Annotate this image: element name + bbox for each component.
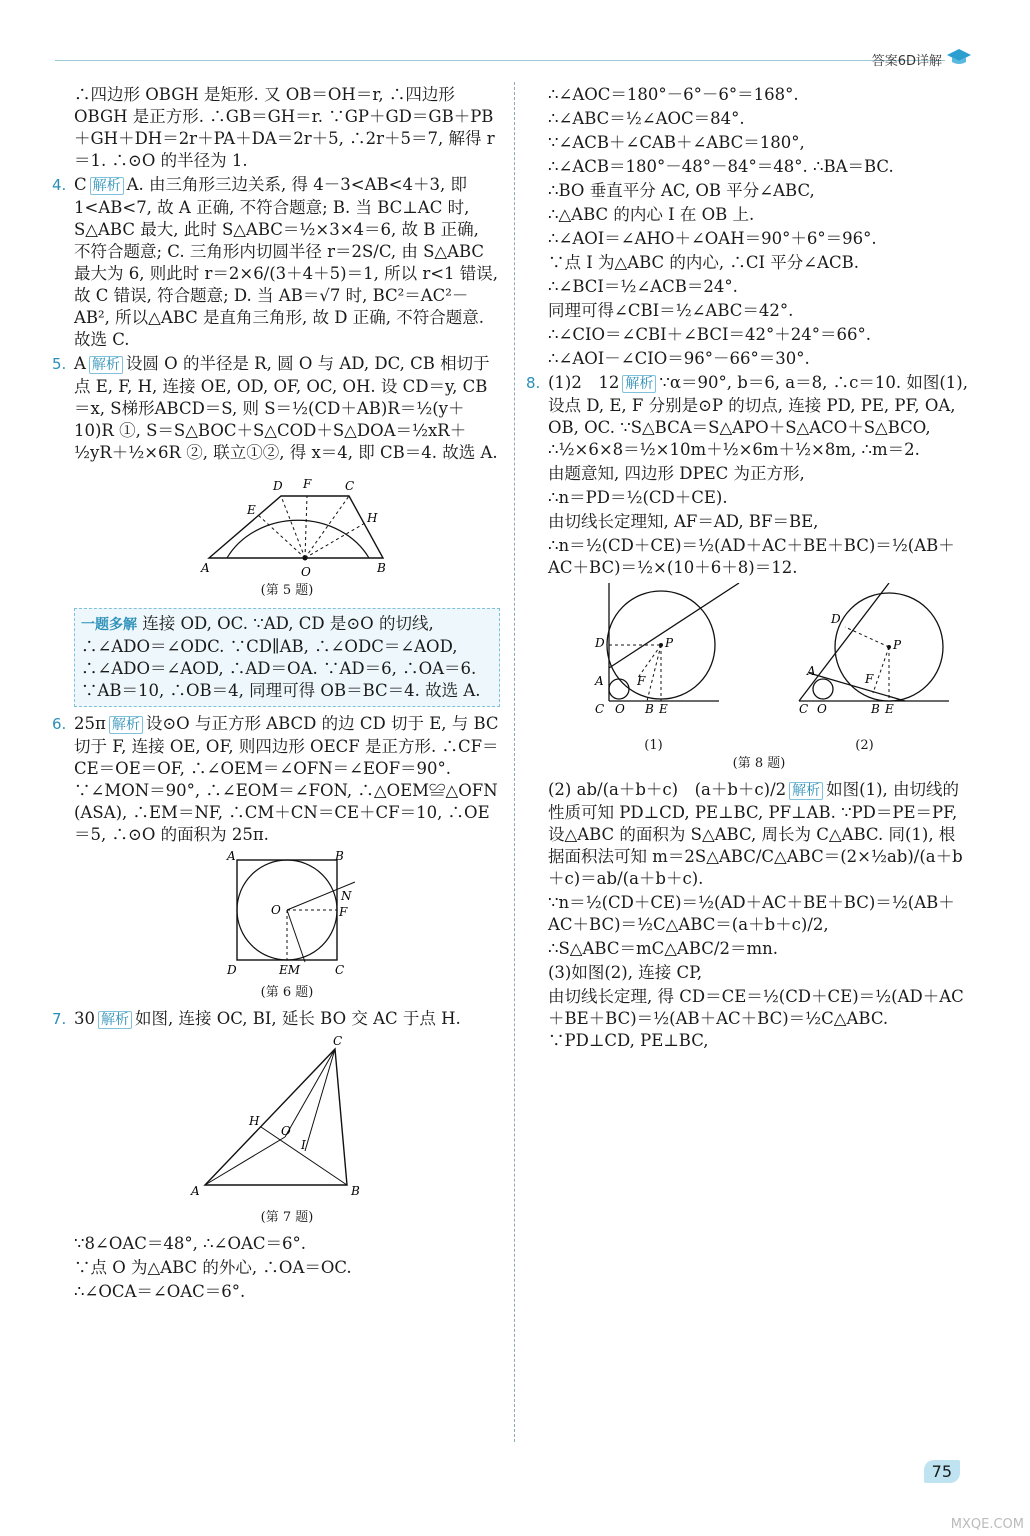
- q7-cont-4: ∴∠ACB＝180°－48°－84°＝48°. ∴BA＝BC.: [548, 157, 894, 176]
- answer: (1)2 12: [548, 373, 620, 392]
- svg-text:F: F: [637, 674, 646, 688]
- svg-text:F: F: [865, 672, 874, 686]
- figure-6: [74, 850, 500, 1004]
- figure-5: [74, 468, 500, 602]
- answer: 25π: [74, 714, 106, 733]
- box-title: 一题多解: [81, 617, 137, 633]
- svg-text:A: A: [595, 674, 604, 688]
- q7-line-3: ∴∠OCA＝∠OAC＝6°.: [74, 1282, 246, 1301]
- svg-text:E: E: [885, 702, 894, 716]
- svg-text:O: O: [615, 702, 625, 716]
- svg-text:F: F: [339, 905, 348, 919]
- figure-8-sublabel-2: (2): [855, 738, 874, 753]
- q7-cont-1: ∴∠AOC＝180°－6°－6°＝168°.: [548, 85, 799, 104]
- q7-cont-12: ∴∠AOI－∠CIO＝96°－66°＝30°.: [548, 349, 810, 368]
- q8-line-4: 由切线长定理知, AF＝AD, BF＝BE,: [548, 512, 819, 531]
- header-rule: [55, 60, 945, 61]
- right-column: [526, 84, 970, 1054]
- q8-line-3: ∴n＝PD＝½(CD＋CE).: [548, 488, 728, 507]
- box-text: 连接 OD, OC. ∵AD, CD 是⊙O 的切线, ∴∠ADO＝∠ODC. ∵CD∥AB, ∴∠ODC＝∠AOD, ∴∠ADO＝∠AOD, ∴AD＝OA. ∵AD＝6, ∴OA＝6. ∵AB＝10, ∴OB＝4, 同理可得 OB＝BC＝4. 故选 A.: [81, 614, 481, 700]
- analysis-tag: 解析: [98, 1011, 132, 1029]
- analysis-tag: 解析: [789, 782, 823, 800]
- svg-text:B: B: [377, 561, 386, 575]
- figure-7: [74, 1035, 500, 1229]
- answer: 30: [74, 1009, 95, 1028]
- svg-text:I: I: [301, 1138, 306, 1152]
- analysis-tag: 解析: [90, 177, 124, 195]
- question-5: [52, 353, 500, 464]
- svg-text:C: C: [799, 702, 809, 716]
- svg-text:O: O: [817, 702, 827, 716]
- svg-text:O: O: [281, 1124, 291, 1138]
- analysis-tag: 解析: [89, 356, 123, 374]
- question-8: [526, 372, 970, 461]
- figure-5-caption: (第 5 题): [260, 583, 314, 598]
- q8-part-3-line-2: 由切线长定理, 得 CD＝CE＝½(CD＋CE)＝½(AD＋AC＋BE＋BC)＝½(AB＋AC＋BC)＝½C△ABC. ∵PD⊥CD, PE⊥BC,: [548, 987, 964, 1050]
- q7-line-2: ∵点 O 为△ABC 的外心, ∴OA＝OC.: [74, 1258, 352, 1277]
- solution-continuation: ∴四边形 OBGH 是矩形. 又 OB＝OH＝r, ∴四边形 OBGH 是正方形. ∴GB＝GH＝r. ∵GP＋GD＝GB＋PB＋GH＋DH＝2r＋PA＋DA＝2r＋5, ∴2r＋5＝7, 解得 r＝1. ∴⊙O 的半径为 1.: [74, 85, 495, 170]
- q7-cont-10: 同理可得∠CBI＝½∠ABC＝42°.: [548, 301, 794, 320]
- svg-text:C: C: [335, 963, 345, 977]
- question-number: 6.: [52, 715, 67, 733]
- solution-text: ∵α＝90°, b＝6, a＝8, ∴c＝10. 如图(1), 设点 D, E, F 分别是⊙P 的切点, 连接 PD, PE, PF, OA, OB, OC. ∵S△BCA＝S△APO＋S△ACO＋S△BCO, ∴½×6×8＝½×10m＋½×6m＋½×8m, ∴m＝2.: [548, 373, 968, 459]
- svg-text:O: O: [271, 903, 281, 917]
- figure-8-caption: (第 8 题): [732, 756, 786, 771]
- figure-6-caption: (第 6 题): [260, 985, 314, 1000]
- solution-text: 如图(1), 由切线的性质可知 PD⊥CD, PE⊥BC, PF⊥AB. ∵PD＝PE＝PF, 设△ABC 的面积为 S△ABC, 周长为 C△ABC. 同(1), 根据面积法可知 m＝2S△ABC/C△ABC＝(2×½ab)/(a＋b＋c)＝ab/(a＋b＋c).: [548, 780, 963, 888]
- figure-8-drawing: [559, 583, 959, 733]
- svg-text:C: C: [595, 702, 605, 716]
- svg-text:D: D: [227, 963, 237, 977]
- solution-text: 如图, 连接 OC, BI, 延长 BO 交 AC 于点 H.: [135, 1009, 461, 1028]
- figure-7-caption: (第 7 题): [260, 1210, 314, 1225]
- svg-text:B: B: [645, 702, 654, 716]
- q8-line-5: ∴n＝½(CD＋CE)＝½(AD＋AC＋BE＋BC)＝½(AB＋AC＋BC)＝½×(10＋6＋8)＝12.: [548, 536, 955, 577]
- svg-text:O: O: [301, 565, 311, 578]
- figure-5-drawing: [187, 468, 387, 578]
- q7-cont-9: ∴∠BCI＝½∠ACB＝24°.: [548, 277, 738, 296]
- question-4: [52, 174, 500, 351]
- svg-text:A: A: [227, 850, 236, 863]
- q7-line-1: ∵8∠OAC＝48°, ∴∠OAC＝6°.: [74, 1234, 307, 1253]
- svg-text:A: A: [191, 1184, 200, 1198]
- solution-text: 设圆 O 的半径是 R, 圆 O 与 AD, DC, CB 相切于点 E, F, H, 连接 OE, OD, OF, OC, OH. 设 CD＝y, CB＝x, S梯形ABCD＝S, 则 S＝½(CD＋AB)R＝½(y＋10)R ①, S＝S△BOC＋S△COD＋S△DOA＝½xR＋½yR＋½×6R ②, 联立①②, 得 x＝4, 即 CB＝4. 故选 A.: [74, 354, 498, 462]
- q7-cont-11: ∴∠CIO＝∠CBI＋∠BCI＝42°＋24°＝66°.: [548, 325, 871, 344]
- solution-text: A. 由三角形三边关系, 得 4－3<AB<4＋3, 即 1<AB<7, 故 A 正确, 不符合题意; B. 当 BC⊥AC 时, S△ABC 最大, 此时 S△ABC＝½×3×4＝6, 故 B 正确, 不符合题意; C. 三角形内切圆半径 r＝2S/C, 由 S△ABC 最大为 6, 则此时 r＝2×6/(3＋4＋5)＝1, 所以 r<1 错误, 故 C 错误, 符合题意; D. 当 AB＝√7 时, BC²＝AC²－AB², 所以△ABC 是直角三角形, 故 D 正确, 不符合题意. 故选 C.: [74, 175, 499, 349]
- question-number: 8.: [526, 374, 541, 392]
- svg-text:C: C: [333, 1035, 343, 1048]
- svg-text:C: C: [345, 479, 355, 493]
- solution-text: 设⊙O 与正方形 ABCD 的边 CD 切于 E, 与 BC 切于 F, 连接 OE, OF, 则四边形 OECF 是正方形. ∴CF＝CE＝OE＝OF, ∴∠OEM＝∠OFN＝∠EOF＝90°. ∵∠MON＝90°, ∴∠EOM＝∠FON, ∴△OEM≌△OFN (ASA), ∴EM＝NF, ∴CM＋CN＝CE＋CF＝10, ∴OE＝5, ∴⊙O 的面积为 25π.: [74, 714, 499, 844]
- page-number: 75: [924, 1460, 960, 1483]
- figure-8-sublabel-1: (1): [644, 738, 663, 753]
- svg-text:P: P: [665, 636, 674, 650]
- svg-text:D: D: [831, 612, 841, 626]
- svg-text:E: E: [659, 702, 668, 716]
- analysis-tag: 解析: [109, 716, 143, 734]
- q7-cont-7: ∴∠AOI＝∠AHO＋∠OAH＝90°＋6°＝96°.: [548, 229, 877, 248]
- figure-8: [548, 583, 970, 775]
- q8-line-2: 由题意知, 四边形 DPEC 为正方形,: [548, 464, 805, 483]
- svg-text:D: D: [273, 479, 283, 493]
- q8-part-3-line-1: (3)如图(2), 连接 CP,: [548, 963, 703, 982]
- svg-text:E: E: [247, 503, 256, 517]
- answer: C: [74, 175, 87, 194]
- svg-text:H: H: [367, 511, 378, 525]
- question-number: 7.: [52, 1010, 67, 1028]
- q8-part-2-line-2: ∵n＝½(CD＋CE)＝½(AD＋AC＋BE＋BC)＝½(AB＋AC＋BC)＝½C△ABC＝(a＋b＋c)/2,: [548, 893, 955, 934]
- q8-part-2: [548, 779, 970, 890]
- question-number: 4.: [52, 176, 67, 194]
- svg-text:H: H: [249, 1114, 260, 1128]
- figure-6-drawing: [217, 850, 357, 980]
- left-column: [52, 84, 500, 1305]
- svg-text:B: B: [871, 702, 880, 716]
- answer: (2) ab/(a＋b＋c) (a＋b＋c)/2: [548, 780, 787, 799]
- answer: A: [74, 354, 86, 373]
- svg-text:P: P: [893, 638, 902, 652]
- q7-cont-2: ∴∠ABC＝½∠AOC＝84°.: [548, 109, 745, 128]
- svg-text:A: A: [807, 664, 816, 678]
- svg-text:A: A: [201, 561, 210, 575]
- q7-cont-5: ∴BO 垂直平分 AC, OB 平分∠ABC,: [548, 181, 815, 200]
- q7-cont-8: ∵点 I 为△ABC 的内心, ∴CI 平分∠ACB.: [548, 253, 860, 272]
- question-6: [52, 713, 500, 846]
- svg-text:B: B: [351, 1184, 360, 1198]
- header-label: 答案6D详解: [871, 54, 942, 69]
- analysis-tag: 解析: [622, 375, 656, 393]
- graduation-cap-icon: [946, 46, 972, 68]
- question-number: 5.: [52, 355, 67, 373]
- svg-text:B: B: [335, 850, 344, 863]
- q7-cont-6: ∴△ABC 的内心 I 在 OB 上.: [548, 205, 755, 224]
- figure-7-drawing: [187, 1035, 387, 1205]
- q7-cont-3: ∵∠ACB＋∠CAB＋∠ABC＝180°,: [548, 133, 805, 152]
- q8-part-2-line-3: ∴S△ABC＝mC△ABC/2＝mn.: [548, 939, 778, 958]
- svg-text:D: D: [595, 636, 605, 650]
- svg-text:F: F: [303, 477, 312, 491]
- column-divider: [514, 82, 515, 1442]
- svg-text:N: N: [341, 889, 352, 903]
- question-7: [52, 1008, 500, 1031]
- watermark: MXQE.COM: [950, 1517, 1024, 1532]
- multi-solution-box: [74, 608, 500, 707]
- svg-text:EM: EM: [279, 963, 301, 977]
